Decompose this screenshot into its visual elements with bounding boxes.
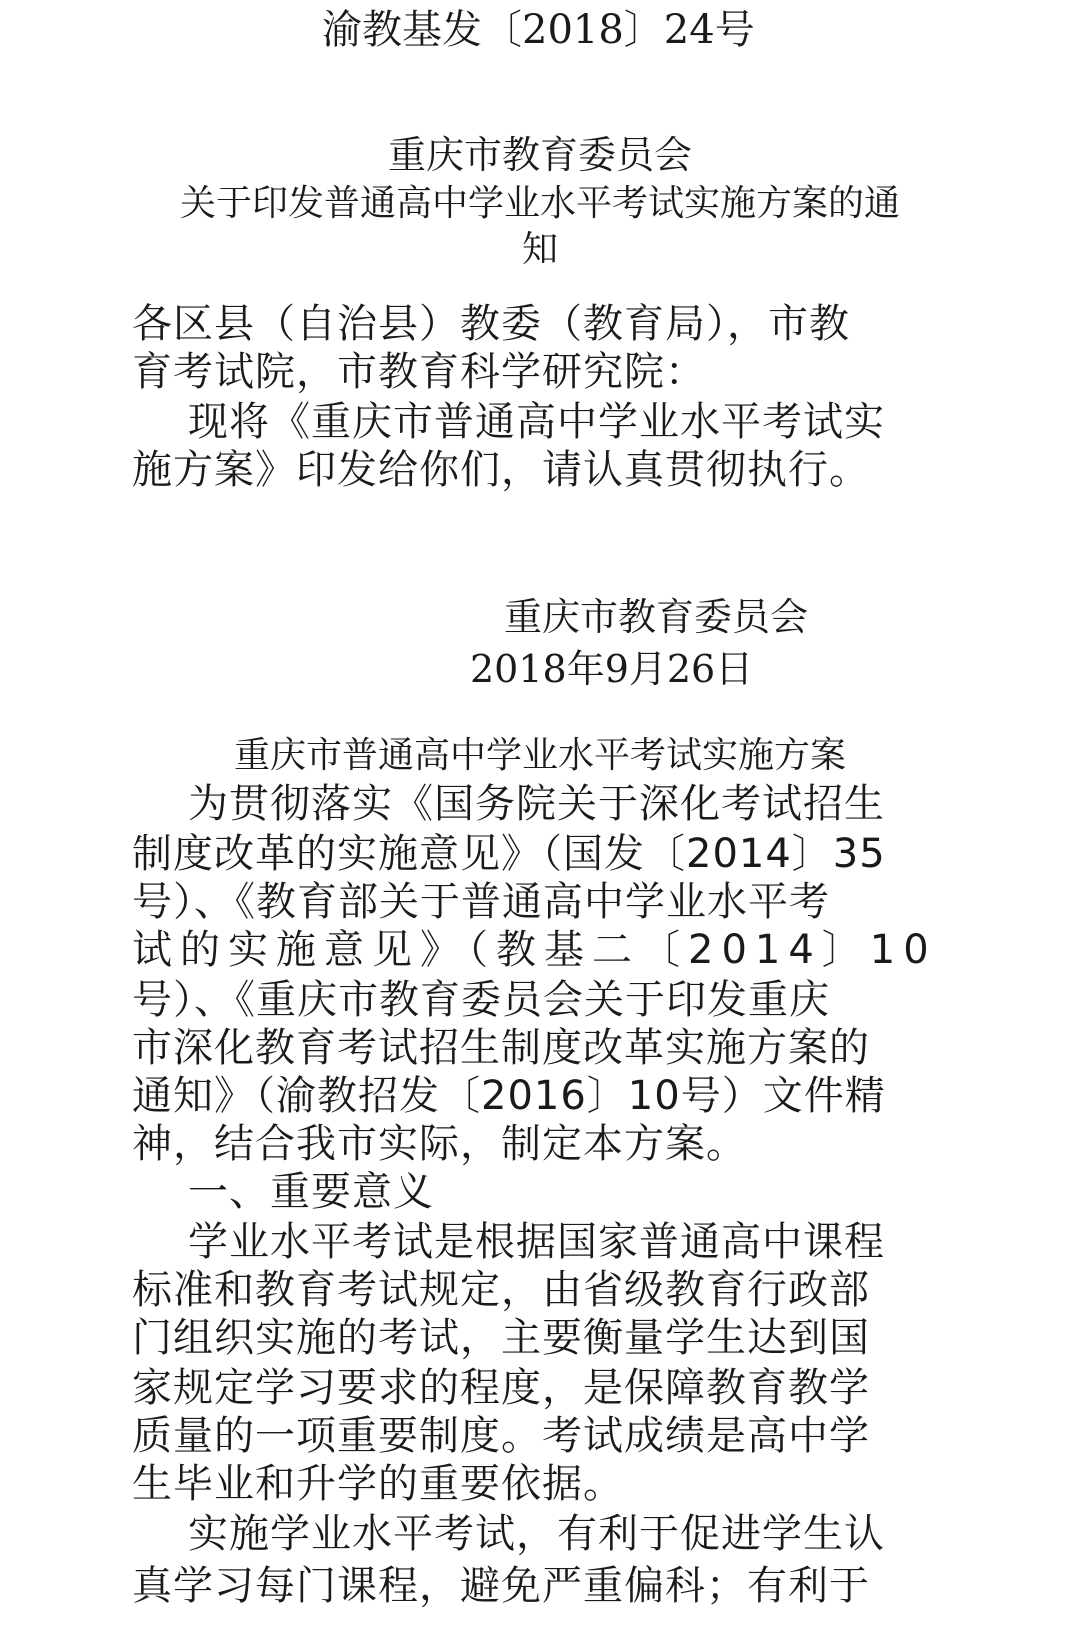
- plan-intro-line: 神，结合我市实际，制定本方案。: [132, 1121, 747, 1167]
- section-1-paragraph-2-cut-line: 真学习每门课程，避免严重偏科；有利于: [132, 1563, 870, 1609]
- notice-title-line-1: 关于印发普通高中学业水平考试实施方案的通: [179, 183, 900, 224]
- notice-title-line-2: 知: [521, 229, 558, 270]
- notice-body-line-1: 现将《重庆市普通高中学业水平考试实: [188, 399, 885, 445]
- notice-body-line-2: 施方案》印发给你们，请认真贯彻执行。: [132, 447, 870, 493]
- plan-intro-line: 试的实施意见》（教基二〔2014〕10: [132, 927, 937, 973]
- addressee-line-1: 各区县（自治县）教委（教育局），市教: [132, 301, 850, 347]
- section-1-paragraph-line: 质量的一项重要制度。考试成绩是高中学: [132, 1413, 870, 1459]
- plan-title: 重庆市普通高中学业水平考试实施方案: [233, 735, 846, 776]
- section-1-paragraph-line: 标准和教育考试规定，由省级教育行政部: [132, 1267, 870, 1313]
- plan-intro-line: 制度改革的实施意见》（国发〔2014〕35: [132, 831, 886, 877]
- section-1-paragraph-line: 家规定学习要求的程度，是保障教育教学: [132, 1365, 870, 1411]
- plan-intro-line: 通知》（渝教招发〔2016〕10号）文件精: [132, 1073, 886, 1119]
- plan-intro-line: 号）、《教育部关于普通高中学业水平考: [132, 879, 830, 925]
- plan-intro-line: 号）、《重庆市教育委员会关于印发重庆: [132, 977, 830, 1023]
- signature-organization: 重庆市教育委员会: [504, 595, 809, 639]
- addressee-line-2: 育考试院，市教育科学研究院：: [132, 349, 706, 395]
- section-1-heading: 一、重要意义: [188, 1169, 434, 1215]
- plan-intro-line: 为贯彻落实《国务院关于深化考试招生: [188, 781, 885, 827]
- section-1-paragraph-line: 门组织实施的考试，主要衡量学生达到国: [132, 1315, 870, 1361]
- section-1-paragraph-2-line: 实施学业水平考试，有利于促进学生认: [188, 1511, 885, 1557]
- section-1-paragraph-line: 生毕业和升学的重要依据。: [132, 1461, 624, 1507]
- signature-date: 2018年9月26日: [470, 647, 754, 691]
- issuer-title: 重庆市教育委员会: [387, 133, 692, 177]
- section-1-paragraph-line: 学业水平考试是根据国家普通高中课程: [188, 1219, 885, 1265]
- plan-intro-line: 市深化教育考试招生制度改革实施方案的: [132, 1025, 870, 1071]
- document-number: 渝教基发〔2018〕24号: [322, 7, 755, 53]
